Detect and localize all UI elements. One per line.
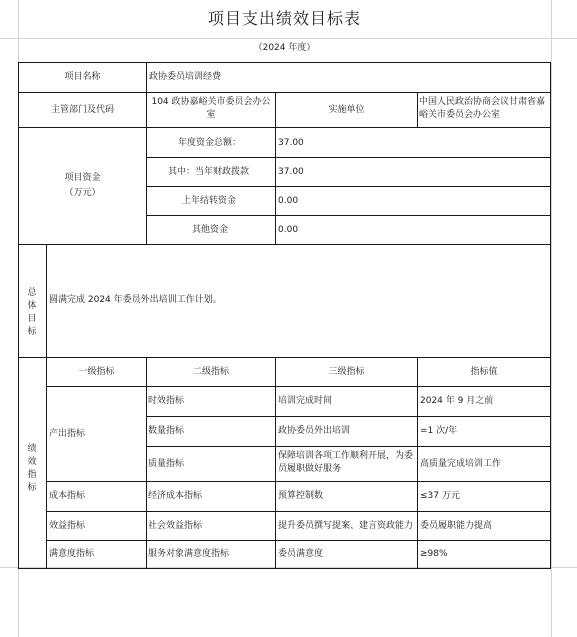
year-label: （2024 年度） <box>253 43 316 53</box>
impl-unit-label: 实施单位 <box>328 105 365 115</box>
dept-label: 主管部门及代码 <box>50 105 114 115</box>
benefit-l2: 社会效益指标 <box>148 521 203 531</box>
satisfaction-l3: 委员满意度 <box>278 549 324 559</box>
perf-label: 绩效指标 <box>27 444 37 493</box>
goal-text: 圆满完成 2024 年委员外出培训工作计划。 <box>49 295 222 305</box>
funds-other-value: 0.00 <box>278 225 299 235</box>
grid-line <box>0 38 577 39</box>
output-l3: 培训完成时间 <box>278 396 333 406</box>
project-name-value: 政协委员培训经费 <box>149 72 222 82</box>
header-value: 指标值 <box>470 367 498 377</box>
cost-val: ≤37 万元 <box>420 491 460 501</box>
benefit-l3: 提升委员撰写提案、建言资政能力 <box>278 521 414 531</box>
cost-l2: 经济成本指标 <box>148 491 203 501</box>
funds-fiscal-label: 其中：当年财政拨款 <box>168 167 250 177</box>
cost-indicator-label: 成本指标 <box>49 491 86 501</box>
output-l3: 政协委员外出培训 <box>278 426 351 436</box>
impl-unit-value: 中国人民政治协商会议甘肃省嘉峪关市委员会办公室 <box>419 97 546 120</box>
output-val: 2024 年 9 月之前 <box>420 396 494 406</box>
benefit-val: 委员履职能力提高 <box>420 521 493 531</box>
satisfaction-indicator-label: 满意度指标 <box>49 549 95 559</box>
page-title: 项目支出绩效目标表 <box>207 9 361 28</box>
funds-total-value: 37.00 <box>278 138 304 148</box>
grid-line <box>551 0 552 637</box>
output-l3: 保障培训各项工作顺利开展，为委员履职做好服务 <box>278 451 414 474</box>
header-level2: 二级指标 <box>192 367 229 377</box>
output-indicator-label: 产出指标 <box>49 429 86 439</box>
output-l2: 数量指标 <box>148 426 185 436</box>
funds-unit: （万元） <box>64 188 101 198</box>
funds-total-label: 年度资金总额： <box>178 138 242 148</box>
header-level3: 三级指标 <box>328 367 365 377</box>
satisfaction-l2: 服务对象满意度指标 <box>148 549 230 559</box>
benefit-indicator-label: 效益指标 <box>49 521 86 531</box>
header-level1: 一级指标 <box>78 367 115 377</box>
output-l2: 时效指标 <box>148 396 185 406</box>
funds-carryover-label: 上年结转资金 <box>182 196 237 206</box>
funds-other-label: 其他资金 <box>192 225 229 235</box>
project-name-label: 项目名称 <box>64 72 101 82</box>
satisfaction-val: ≥98% <box>420 549 448 559</box>
goal-label: 总体目标 <box>27 288 37 337</box>
output-val: =1 次/年 <box>420 426 458 436</box>
cost-l3: 预算控制数 <box>278 491 324 501</box>
output-val: 高质量完成培训工作 <box>420 459 502 469</box>
funds-carryover-value: 0.00 <box>278 196 299 206</box>
output-l2: 质量指标 <box>148 459 185 469</box>
funds-fiscal-value: 37.00 <box>278 167 304 177</box>
funds-label: 项目资金 <box>64 173 101 183</box>
dept-value: 104 政协嘉峪关市委员会办公室 <box>151 97 271 120</box>
